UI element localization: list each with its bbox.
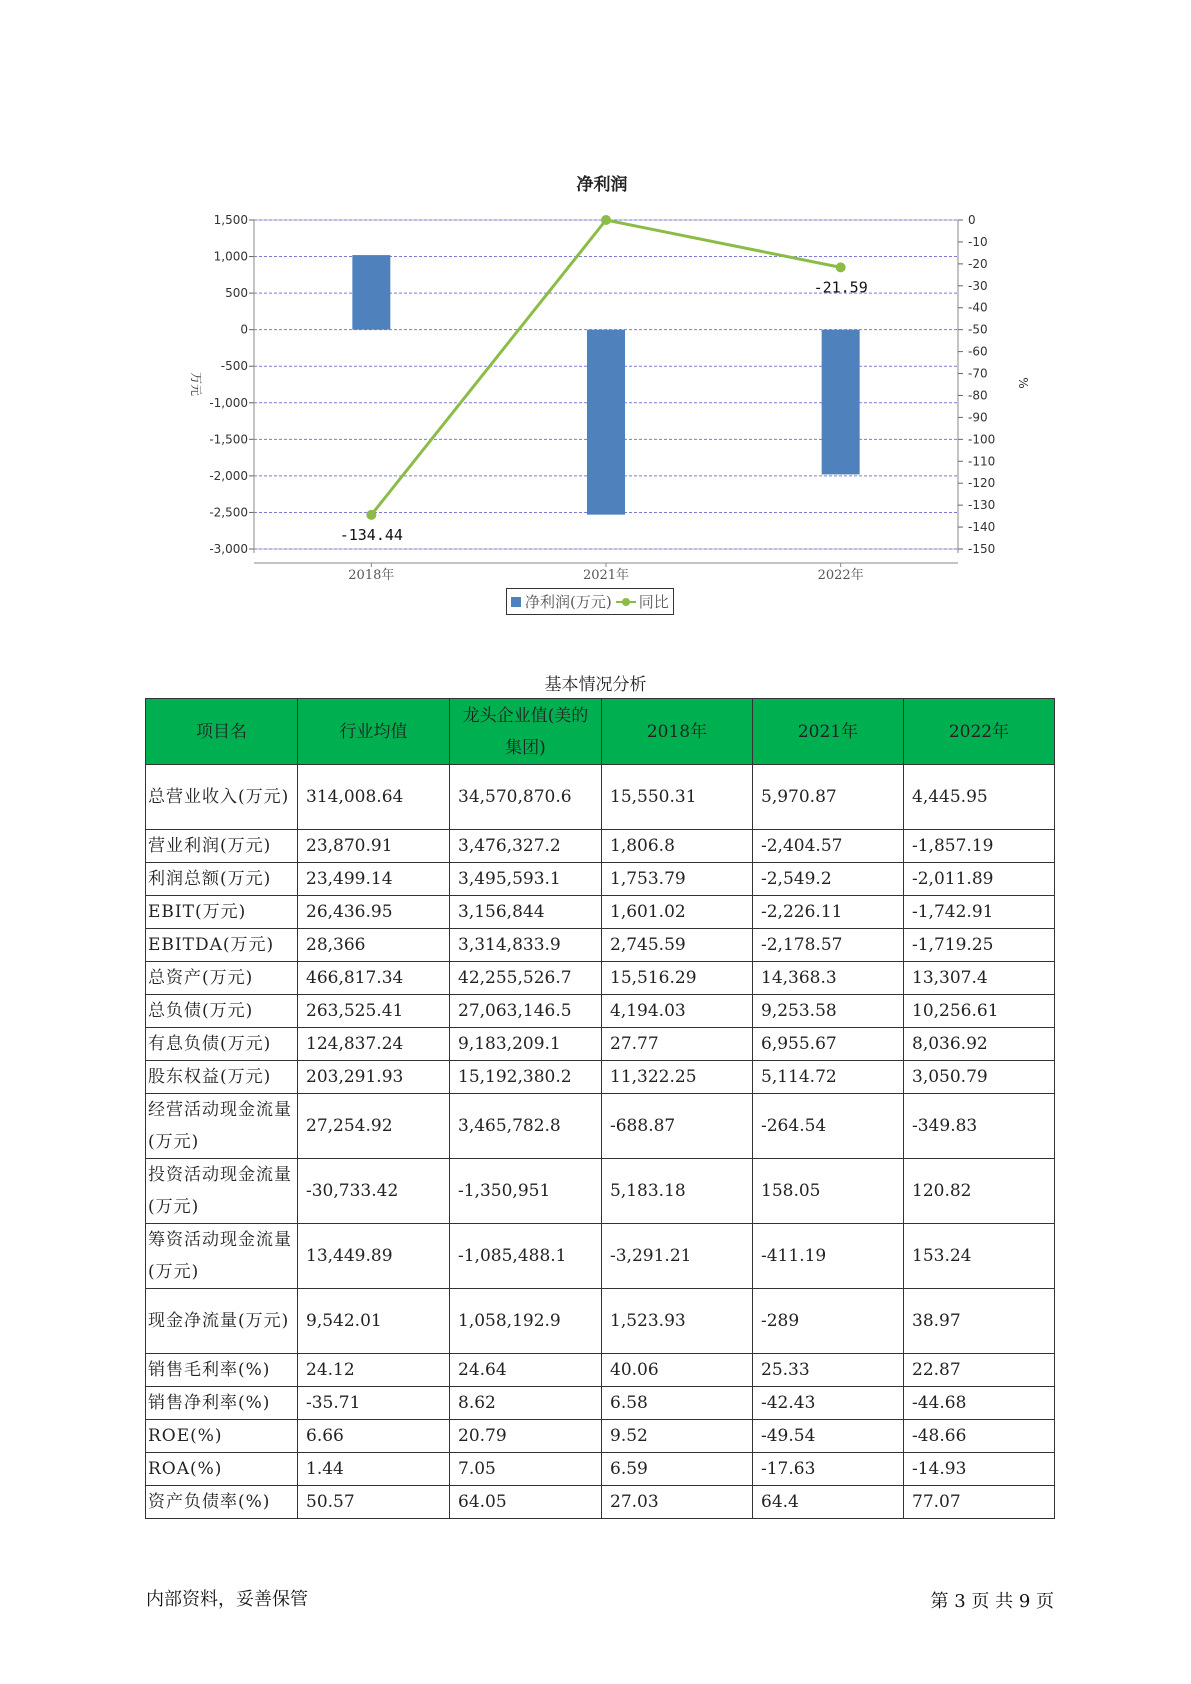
y2-tick-label: -120	[968, 476, 996, 491]
y2-tick-label: -90	[968, 410, 988, 425]
table-cell: 40.06	[602, 1354, 753, 1387]
table-cell: 27,254.92	[298, 1094, 450, 1159]
x-tick-label: 2021年	[582, 568, 630, 583]
row-label: 总负债(万元)	[146, 995, 298, 1028]
point-yoy	[601, 215, 611, 225]
table-cell: -14.93	[904, 1453, 1055, 1486]
table-cell: 15,192,380.2	[450, 1061, 602, 1094]
y2-tick-label: -10	[968, 234, 988, 249]
row-label: 投资活动现金流量(万元)	[146, 1159, 298, 1224]
legend-bar-swatch	[511, 597, 521, 607]
table-cell: 13,449.89	[298, 1224, 450, 1289]
row-label: 总营业收入(万元)	[146, 765, 298, 830]
table-cell: 15,516.29	[602, 962, 753, 995]
footer-confidential-note: 内部资料，妥善保管	[146, 1589, 308, 1610]
table-cell: 5,114.72	[753, 1061, 904, 1094]
table-cell: 64.05	[450, 1486, 602, 1519]
row-label: ROE(%)	[146, 1420, 298, 1453]
table-cell: 153.24	[904, 1224, 1055, 1289]
table-cell: 3,465,782.8	[450, 1094, 602, 1159]
row-label: 筹资活动现金流量(万元)	[146, 1224, 298, 1289]
table-row	[146, 1453, 1055, 1486]
row-label: 经营活动现金流量(万元)	[146, 1094, 298, 1159]
header-leader-value: 龙头企业值(美的集团)	[450, 699, 602, 765]
table-cell: 24.12	[298, 1354, 450, 1387]
table-row	[146, 1387, 1055, 1420]
legend-bar-label: 净利润(万元)	[525, 593, 612, 611]
table-cell: -2,549.2	[753, 863, 904, 896]
table-cell: 1,601.02	[602, 896, 753, 929]
table-cell: 6,955.67	[753, 1028, 904, 1061]
bar-net-profit	[352, 255, 390, 330]
row-label: 销售毛利率(%)	[146, 1354, 298, 1387]
table-row	[146, 1486, 1055, 1519]
table-cell: 3,156,844	[450, 896, 602, 929]
y2-tick-label: -80	[968, 388, 988, 403]
row-label: EBITDA(万元)	[146, 929, 298, 962]
legend-line-label: 同比	[638, 593, 669, 611]
y2-tick-label: -140	[968, 520, 996, 535]
table-header-row	[146, 699, 1055, 765]
chart-legend	[506, 588, 674, 615]
table-cell: 10,256.61	[904, 995, 1055, 1028]
table-cell: 158.05	[753, 1159, 904, 1224]
table-cell: -35.71	[298, 1387, 450, 1420]
table-cell: -2,178.57	[753, 929, 904, 962]
y2-tick-label: -40	[968, 300, 988, 315]
chart-canvas	[0, 0, 1191, 640]
legend-line-swatch	[616, 597, 636, 607]
table-row	[146, 1094, 1055, 1159]
basic-analysis-table	[145, 698, 1055, 1519]
table-cell: 6.59	[602, 1453, 753, 1486]
table-cell: 77.07	[904, 1486, 1055, 1519]
y2-axis-title: %	[1016, 377, 1030, 389]
table-cell: 1,806.8	[602, 830, 753, 863]
table-cell: -1,350,951	[450, 1159, 602, 1224]
header-2018: 2018年	[602, 699, 753, 765]
y-tick-label: -2,000	[209, 468, 248, 483]
table-cell: 1.44	[298, 1453, 450, 1486]
table-cell: 263,525.41	[298, 995, 450, 1028]
table-cell: 24.64	[450, 1354, 602, 1387]
table-cell: 1,058,192.9	[450, 1289, 602, 1354]
table-cell: -411.19	[753, 1224, 904, 1289]
y2-tick-label: -70	[968, 366, 988, 381]
table-cell: 27,063,146.5	[450, 995, 602, 1028]
y2-tick-label: -30	[968, 278, 988, 293]
table-cell: -2,226.11	[753, 896, 904, 929]
x-tick-label: 2018年	[348, 568, 395, 583]
table-cell: 22.87	[904, 1354, 1055, 1387]
table-body	[146, 765, 1055, 1519]
table-cell: 20.79	[450, 1420, 602, 1453]
row-label: ROA(%)	[146, 1453, 298, 1486]
table-cell: 5,183.18	[602, 1159, 753, 1224]
table-row	[146, 995, 1055, 1028]
y-tick-label: 500	[225, 286, 248, 301]
table-cell: 26,436.95	[298, 896, 450, 929]
y2-tick-label: -100	[968, 432, 996, 447]
table-row	[146, 1289, 1055, 1354]
table-cell: 466,817.34	[298, 962, 450, 995]
table-cell: 203,291.93	[298, 1061, 450, 1094]
table-cell: 4,194.03	[602, 995, 753, 1028]
table-cell: -264.54	[753, 1094, 904, 1159]
table-row	[146, 1061, 1055, 1094]
table-cell: 34,570,870.6	[450, 765, 602, 830]
table-cell: 314,008.64	[298, 765, 450, 830]
table-row	[146, 929, 1055, 962]
table-cell: 27.03	[602, 1486, 753, 1519]
table-cell: 5,970.87	[753, 765, 904, 830]
table-cell: -1,742.91	[904, 896, 1055, 929]
net-profit-chart	[0, 0, 1191, 640]
table-cell: 14,368.3	[753, 962, 904, 995]
table-row	[146, 1028, 1055, 1061]
y-tick-label: -3,000	[209, 542, 248, 556]
table-cell: 15,550.31	[602, 765, 753, 830]
y-axis-title: 万元	[189, 371, 203, 397]
table-cell: -30,733.42	[298, 1159, 450, 1224]
row-label: 有息负债(万元)	[146, 1028, 298, 1061]
row-label: EBIT(万元)	[146, 896, 298, 929]
data-label-yoy: -134.44	[339, 525, 403, 544]
table-cell: -289	[753, 1289, 904, 1354]
y2-tick-label: 0	[968, 213, 976, 227]
y2-tick-label: -60	[968, 344, 988, 359]
table-cell: 9,183,209.1	[450, 1028, 602, 1061]
row-label: 资产负债率(%)	[146, 1486, 298, 1519]
bar-net-profit	[822, 330, 860, 475]
table-row	[146, 1420, 1055, 1453]
header-item-name: 项目名	[146, 699, 298, 765]
y2-tick-label: -130	[968, 498, 996, 513]
table-cell: 3,476,327.2	[450, 830, 602, 863]
y-tick-label: 0	[240, 322, 248, 337]
table-cell: 1,753.79	[602, 863, 753, 896]
y2-tick-label: -150	[968, 542, 996, 556]
table-row	[146, 1354, 1055, 1387]
y2-tick-label: -110	[968, 454, 996, 469]
table-cell: 25.33	[753, 1354, 904, 1387]
table-cell: 27.77	[602, 1028, 753, 1061]
table-cell: 23,870.91	[298, 830, 450, 863]
x-tick-label: 2022年	[817, 568, 864, 583]
y2-tick-label: -20	[968, 256, 988, 271]
header-2021: 2021年	[753, 699, 904, 765]
point-yoy	[836, 262, 846, 272]
table-cell: -1,085,488.1	[450, 1224, 602, 1289]
table-cell: -1,857.19	[904, 830, 1055, 863]
table-row	[146, 830, 1055, 863]
table-cell: -49.54	[753, 1420, 904, 1453]
table-cell: -688.87	[602, 1094, 753, 1159]
bar-net-profit	[587, 330, 625, 515]
row-label: 销售净利率(%)	[146, 1387, 298, 1420]
table-cell: 4,445.95	[904, 765, 1055, 830]
header-industry-average: 行业均值	[298, 699, 450, 765]
table-cell: 9.52	[602, 1420, 753, 1453]
table-cell: 11,322.25	[602, 1061, 753, 1094]
row-label: 利润总额(万元)	[146, 863, 298, 896]
table-cell: 9,253.58	[753, 995, 904, 1028]
legend-item-line	[612, 591, 669, 612]
y-tick-label: -1,000	[209, 395, 248, 410]
table-cell: 38.97	[904, 1289, 1055, 1354]
table-cell: 13,307.4	[904, 962, 1055, 995]
data-label-yoy: -21.59	[813, 278, 868, 297]
footer-page-number: 第 3 页 共 9 页	[930, 1591, 1054, 1612]
table-row	[146, 765, 1055, 830]
table-cell: -2,404.57	[753, 830, 904, 863]
table-row	[146, 896, 1055, 929]
table-cell: 9,542.01	[298, 1289, 450, 1354]
table-cell: 8,036.92	[904, 1028, 1055, 1061]
table-cell: 124,837.24	[298, 1028, 450, 1061]
table-cell: 8.62	[450, 1387, 602, 1420]
table-row	[146, 1224, 1055, 1289]
table-cell: -2,011.89	[904, 863, 1055, 896]
table-cell: -48.66	[904, 1420, 1055, 1453]
row-label: 总资产(万元)	[146, 962, 298, 995]
row-label: 营业利润(万元)	[146, 830, 298, 863]
y-tick-label: 1,500	[213, 213, 248, 227]
table-cell: 2,745.59	[602, 929, 753, 962]
y-tick-label: -2,500	[209, 505, 248, 520]
table-cell: 7.05	[450, 1453, 602, 1486]
table-cell: -44.68	[904, 1387, 1055, 1420]
table-cell: 42,255,526.7	[450, 962, 602, 995]
table-cell: -3,291.21	[602, 1224, 753, 1289]
table-cell: 3,314,833.9	[450, 929, 602, 962]
row-label: 现金净流量(万元)	[146, 1289, 298, 1354]
table-cell: 28,366	[298, 929, 450, 962]
chart-title: 净利润	[576, 175, 628, 195]
legend-item-bar	[511, 591, 612, 612]
table-cell: 3,050.79	[904, 1061, 1055, 1094]
table-row	[146, 863, 1055, 896]
table-cell: -349.83	[904, 1094, 1055, 1159]
table-cell: -1,719.25	[904, 929, 1055, 962]
point-yoy	[366, 510, 376, 520]
table-title: 基本情况分析	[544, 675, 647, 695]
y-tick-label: -1,500	[209, 432, 248, 447]
table-cell: 120.82	[904, 1159, 1055, 1224]
row-label: 股东权益(万元)	[146, 1061, 298, 1094]
header-2022: 2022年	[904, 699, 1055, 765]
table-cell: 1,523.93	[602, 1289, 753, 1354]
table-row	[146, 962, 1055, 995]
table-cell: 6.66	[298, 1420, 450, 1453]
table-cell: 50.57	[298, 1486, 450, 1519]
y-tick-label: -500	[220, 359, 248, 374]
table-row	[146, 1159, 1055, 1224]
y2-tick-label: -50	[968, 322, 988, 337]
table-cell: -42.43	[753, 1387, 904, 1420]
table-cell: 23,499.14	[298, 863, 450, 896]
table-cell: -17.63	[753, 1453, 904, 1486]
y-tick-label: 1,000	[213, 249, 248, 264]
table-cell: 64.4	[753, 1486, 904, 1519]
table-cell: 6.58	[602, 1387, 753, 1420]
table-cell: 3,495,593.1	[450, 863, 602, 896]
